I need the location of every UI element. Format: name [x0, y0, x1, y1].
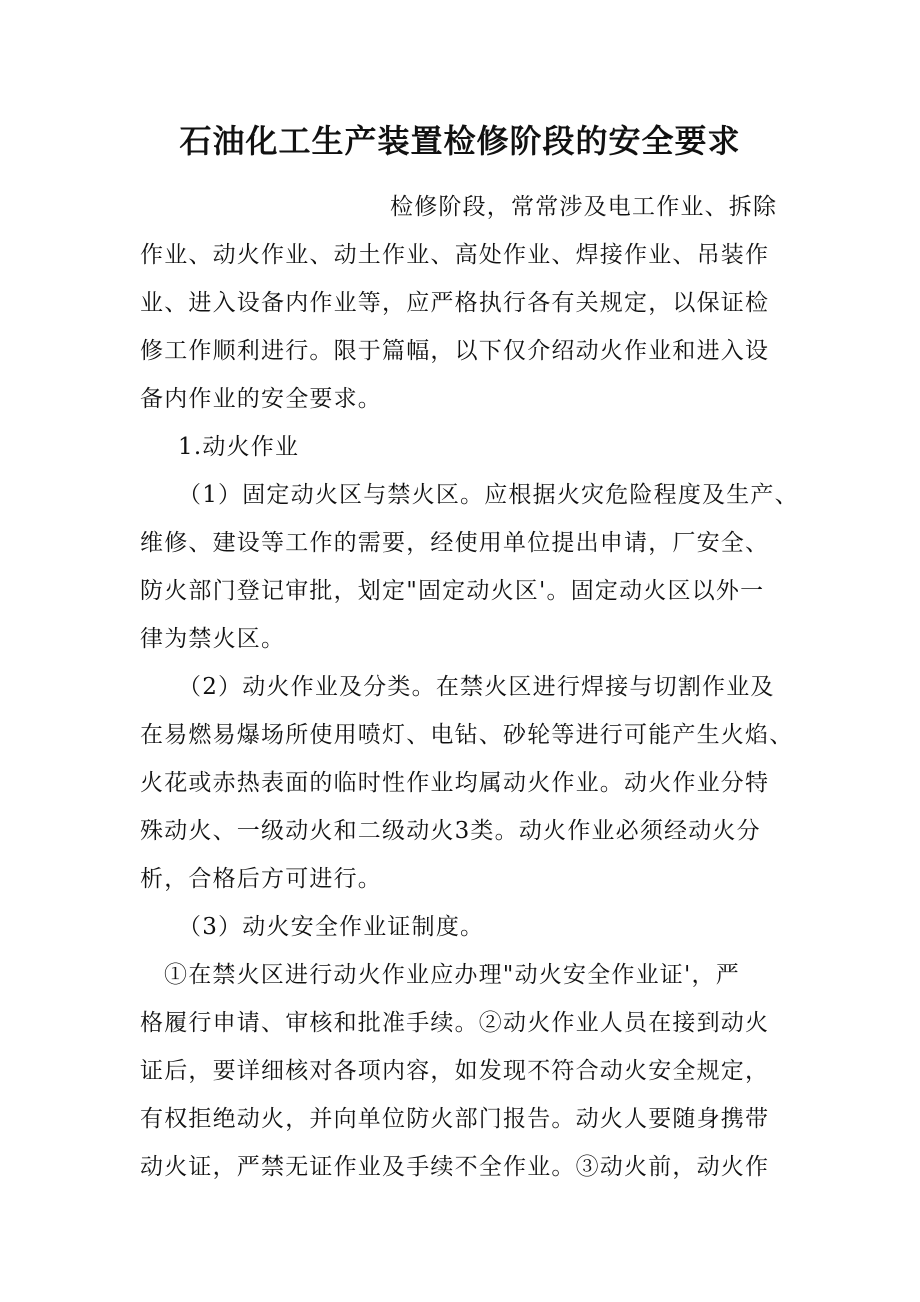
body-line: 律为禁火区。	[140, 626, 286, 652]
section-heading: 1.动火作业	[178, 434, 300, 460]
body-line: （2）动火作业及分类。在禁火区进行焊接与切割作业及	[178, 674, 775, 700]
body-line: ①在禁火区进行动火作业应办理"动火安全作业证'，严	[164, 962, 740, 988]
body-line: 析，合格后方可进行。	[140, 866, 382, 892]
body-line: 有权拒绝动火，并向单位防火部门报告。动火人要随身携带	[140, 1106, 770, 1132]
body-line: （3）动火安全作业证制度。	[178, 914, 485, 940]
body-line: 维修、建设等工作的需要，经使用单位提出申请，厂安全、	[140, 530, 770, 556]
body-line: 防火部门登记审批，划定"固定动火区'。固定动火区以外一	[140, 578, 765, 604]
body-line: 格履行申请、审核和批准手续。②动火作业人员在接到动火	[140, 1010, 770, 1036]
body-line: 证后，要详细核对各项内容，如发现不符合动火安全规定，	[140, 1058, 770, 1084]
body-line: 动火证，严禁无证作业及手续不全作业。③动火前，动火作	[140, 1154, 770, 1180]
body-line: 火花或赤热表面的临时性作业均属动火作业。动火作业分特	[140, 770, 770, 796]
body-line: 备内作业的安全要求。	[140, 386, 382, 412]
body-line: （1）固定动火区与禁火区。应根据火灾危险程度及生产、	[178, 482, 799, 508]
body-line: 检修阶段，常常涉及电工作业、拆除	[390, 194, 778, 220]
body-line: 业、进入设备内作业等，应严格执行各有关规定，以保证检	[140, 290, 770, 316]
body-line: 修工作顺利进行。限于篇幅，以下仅介绍动火作业和进入设	[140, 338, 770, 364]
body-line: 作业、动火作业、动土作业、高处作业、焊接作业、吊装作	[140, 242, 770, 268]
document-title: 石油化工生产装置检修阶段的安全要求	[179, 122, 741, 160]
body-line: 在易燃易爆场所使用喷灯、电钻、砂轮等进行可能产生火焰、	[140, 722, 794, 748]
body-line: 殊动火、一级动火和二级动火3类。动火作业必须经动火分	[140, 818, 761, 844]
